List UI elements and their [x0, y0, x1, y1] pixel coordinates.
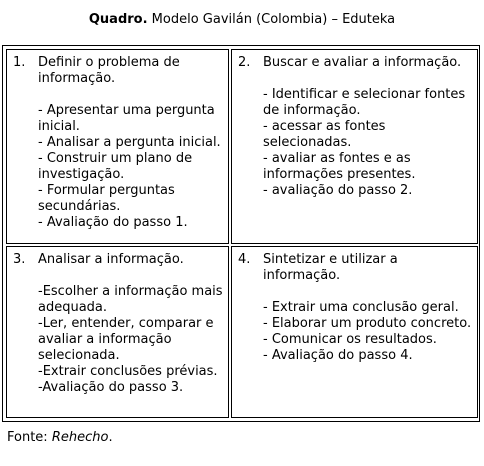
list-item: - Identificar e selecionar fontes de informação. [263, 87, 466, 118]
list-item: - Avaliação do passo 4. [263, 348, 413, 363]
step-title: Definir o problema de informação. [38, 55, 180, 86]
list-item: - avaliação do passo 2. [263, 183, 413, 198]
step-title: Buscar e avaliar a informação. [263, 55, 462, 70]
step-number: 1. [13, 55, 26, 70]
source-note [7, 430, 113, 446]
list-item: - Extrair uma conclusão geral. [263, 300, 459, 315]
list-item: - acessar as fontes selecionadas. [263, 119, 386, 150]
gavilan-model-table [2, 45, 480, 422]
table-caption [0, 12, 484, 28]
list-item: - Elaborar um produto concreto. [263, 316, 472, 331]
step-cell-3 [6, 246, 229, 418]
source-name: Rehecho [51, 430, 109, 445]
list-item: - Avaliação do passo 1. [38, 215, 188, 230]
source-label: Fonte: [7, 430, 52, 445]
list-item: - Apresentar uma pergunta inicial. [38, 103, 215, 134]
step-items [38, 284, 224, 396]
step-cell-2 [231, 49, 478, 244]
caption-text: Modelo Gavilán (Colombia) – Eduteka [147, 12, 396, 27]
step-title: Sintetizar e utilizar a informação. [263, 252, 398, 283]
source-suffix: . [108, 430, 113, 445]
step-items [263, 87, 473, 199]
caption-label: Quadro. [88, 12, 148, 27]
list-item: - Analisar a pergunta inicial. [38, 135, 221, 150]
list-item: - Formular perguntas secundárias. [38, 183, 175, 214]
list-item: - Comunicar os resultados. [263, 332, 437, 347]
step-cell-1 [6, 49, 229, 244]
step-title: Analisar a informação. [38, 252, 184, 267]
list-item: - avaliar as fontes e as informações presentes. [263, 151, 416, 182]
step-number: 2. [238, 55, 251, 70]
list-item: - Construir um plano de investigação. [38, 151, 193, 182]
step-number: 4. [238, 252, 251, 267]
step-cell-4 [231, 246, 478, 418]
list-item: -Escolher a informação mais adequada. [38, 284, 223, 315]
list-item: -Ler, entender, comparar e avaliar a informação selecionada. [38, 316, 214, 363]
step-items [263, 300, 473, 364]
list-item: -Extrair conclusões prévias. [38, 364, 218, 379]
list-item: -Avaliação do passo 3. [38, 380, 184, 395]
step-number: 3. [13, 252, 26, 267]
step-items [38, 103, 224, 231]
